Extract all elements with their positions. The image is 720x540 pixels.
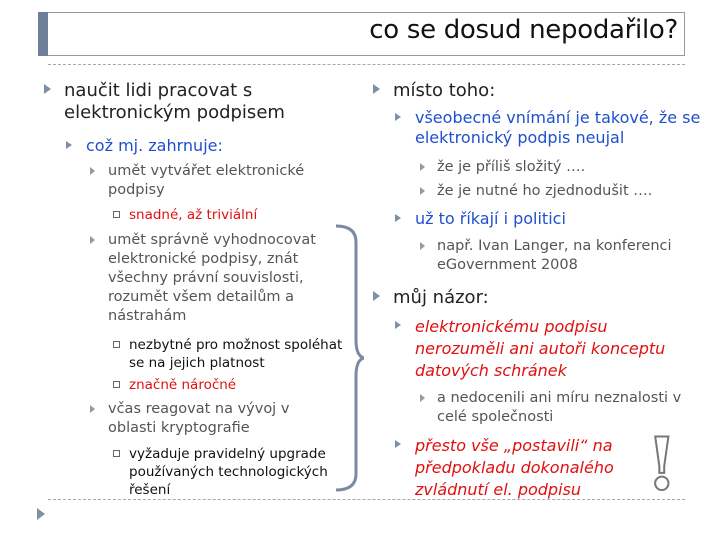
bullet-triangle-icon: [420, 394, 425, 402]
left-note-necessary: nezbytné pro možnost spoléhat se na jejich platnost: [129, 337, 343, 371]
bullet-triangle-icon: [373, 84, 380, 94]
curly-brace: [332, 222, 364, 494]
bullet-triangle-icon: [395, 321, 401, 329]
bullet-triangle-icon: [395, 214, 401, 222]
right-item-langer: např. Ivan Langer, na konferenci eGovernment 2008: [437, 238, 672, 273]
right-opinion-built: přesto vše „postavili“ na předpokladu dokonalého zvládnutí el. podpisu: [415, 436, 614, 499]
left-note-upgrade: vyžaduje pravidelný upgrade používaných technologických řešení: [129, 446, 328, 498]
right-item-simplify: že je nutné ho zjednodušit ….: [437, 183, 653, 199]
right-item-underestimated: a nedocenili ani míru neznalosti v celé společnosti: [437, 390, 682, 425]
next-slide-arrow-icon[interactable]: [37, 508, 45, 520]
left-item-verify: umět správně vyhodnocovat elektronické podpisy, znát všechny právní souvislosti, rozumět všem detailům a nástrahám: [108, 232, 316, 324]
bullet-triangle-icon: [90, 167, 95, 175]
bullet-triangle-icon: [395, 440, 401, 448]
bullet-triangle-icon: [90, 405, 95, 413]
bullet-triangle-icon: [420, 163, 425, 171]
bullet-triangle-icon: [44, 84, 51, 94]
left-subpoint: což mj. zahrnuje:: [86, 136, 223, 155]
slide-title: co se dosud nepodařilo?: [369, 15, 678, 45]
bullet-triangle-icon: [420, 242, 425, 250]
left-item-create: umět vytvářet elektronické podpisy: [108, 163, 305, 198]
square-bullet-icon: [113, 450, 120, 457]
bullet-triangle-icon: [420, 187, 425, 195]
right-opinion-misunderstood: elektronickému podpisu nerozuměli ani autoři konceptu datových schránek: [415, 317, 666, 380]
bottom-divider: [48, 499, 685, 500]
bullet-triangle-icon: [66, 141, 72, 149]
right-item-complex: že je příliš složitý ….: [437, 159, 586, 175]
right-main-instead: místo toho:: [393, 80, 496, 101]
square-bullet-icon: [113, 341, 120, 348]
right-sub-politicians: už to říkají i politici: [415, 209, 566, 228]
right-main-opinion: můj názor:: [393, 287, 489, 308]
square-bullet-icon: [113, 381, 120, 388]
square-bullet-icon: [113, 211, 120, 218]
bullet-triangle-icon: [373, 291, 380, 301]
left-note-demanding: značně náročné: [129, 377, 237, 393]
bullet-triangle-icon: [90, 236, 95, 244]
left-main-point: naučit lidi pracovat s elektronickým podpisem: [64, 80, 285, 123]
exclamation-mark: !: [646, 421, 678, 506]
title-accent-bar: [38, 12, 48, 56]
right-sub-perception: všeobecné vnímání je takové, že se elektronický podpis neujal: [415, 108, 701, 147]
top-divider: [48, 64, 685, 65]
left-note-easy: snadné, až triviální: [129, 207, 258, 223]
left-item-crypto: včas reagovat na vývoj v oblasti kryptografie: [108, 401, 290, 436]
bullet-triangle-icon: [395, 113, 401, 121]
